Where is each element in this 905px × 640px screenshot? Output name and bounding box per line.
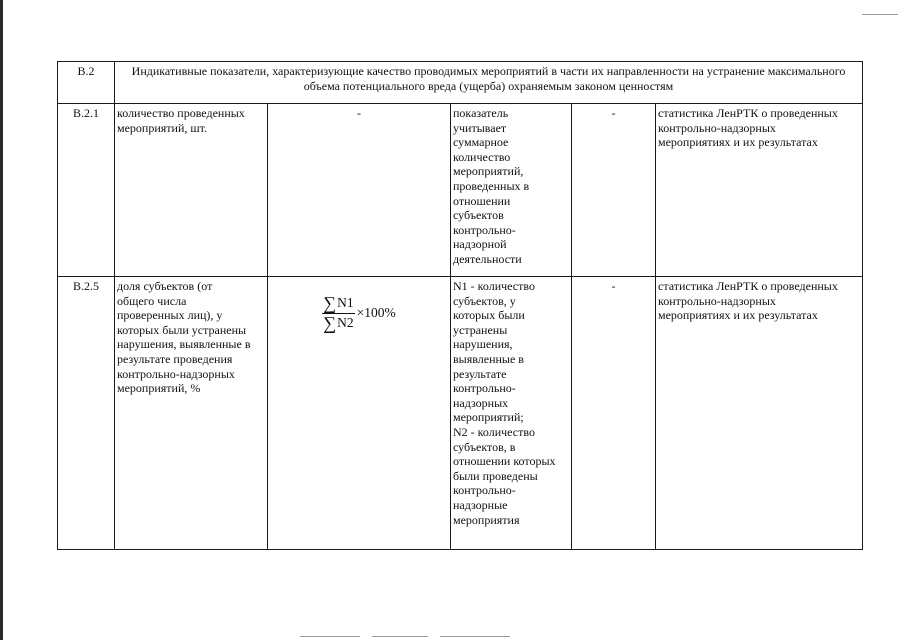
scan-artifact-line xyxy=(862,14,898,15)
section-header-row xyxy=(58,62,863,104)
sum-symbol: ∑ xyxy=(323,292,337,313)
scan-artifact-line xyxy=(372,636,428,637)
indicator-name: количество проведенных мероприятий, шт. xyxy=(115,104,268,277)
indicators-table xyxy=(57,61,863,550)
indicator-formula: - xyxy=(268,104,451,277)
indicator-comment: показатель учитывает суммарное количество мероприятий, проведенных в отношении субъектов контрольно- надзорной деятельности xyxy=(451,104,572,277)
formula-fraction xyxy=(322,292,354,333)
indicator-extra: - xyxy=(572,277,656,550)
formula-multiplier: ×100% xyxy=(356,304,396,320)
scan-artifact-line xyxy=(440,636,510,637)
section-title: Индикативные показатели, характеризующие качество проводимых мероприятий в части их направленности на устранение максимального объема потенциального вреда (ущерба) охраняемым законом ценностям xyxy=(115,62,863,104)
table-row xyxy=(58,104,863,277)
indicator-code: В.2.5 xyxy=(58,277,115,550)
indicator-name: доля субъектов (от общего числа проверенных лиц), у которых были устранены нарушения, выявленные в результате проведения контрольно-надзорных мероприятий, % xyxy=(115,277,268,550)
section-code: В.2 xyxy=(58,62,115,104)
numerator-variable: N1 xyxy=(337,294,354,310)
ratio-formula xyxy=(270,292,448,333)
indicator-formula xyxy=(268,277,451,550)
indicator-source: статистика ЛенРТК о проведенных контрольно-надзорных мероприятиях и их результатах xyxy=(656,104,863,277)
indicator-source: статистика ЛенРТК о проведенных контрольно-надзорных мероприятиях и их результатах xyxy=(656,277,863,550)
denominator-variable: N2 xyxy=(337,314,354,330)
scan-edge-shadow xyxy=(0,0,3,640)
formula-denominator xyxy=(322,314,354,332)
sum-symbol: ∑ xyxy=(323,312,337,333)
scan-artifact-line xyxy=(300,636,360,637)
indicator-code: В.2.1 xyxy=(58,104,115,277)
formula-numerator xyxy=(322,292,354,314)
table-row xyxy=(58,277,863,550)
indicator-comment: N1 - количество субъектов, у которых были устранены нарушения, выявленные в результате контрольно- надзорных мероприятий; N2 - количество субъектов, в отношении которых были проведены контрольно- надзорные мероприятия xyxy=(451,277,572,550)
indicator-extra: - xyxy=(572,104,656,277)
